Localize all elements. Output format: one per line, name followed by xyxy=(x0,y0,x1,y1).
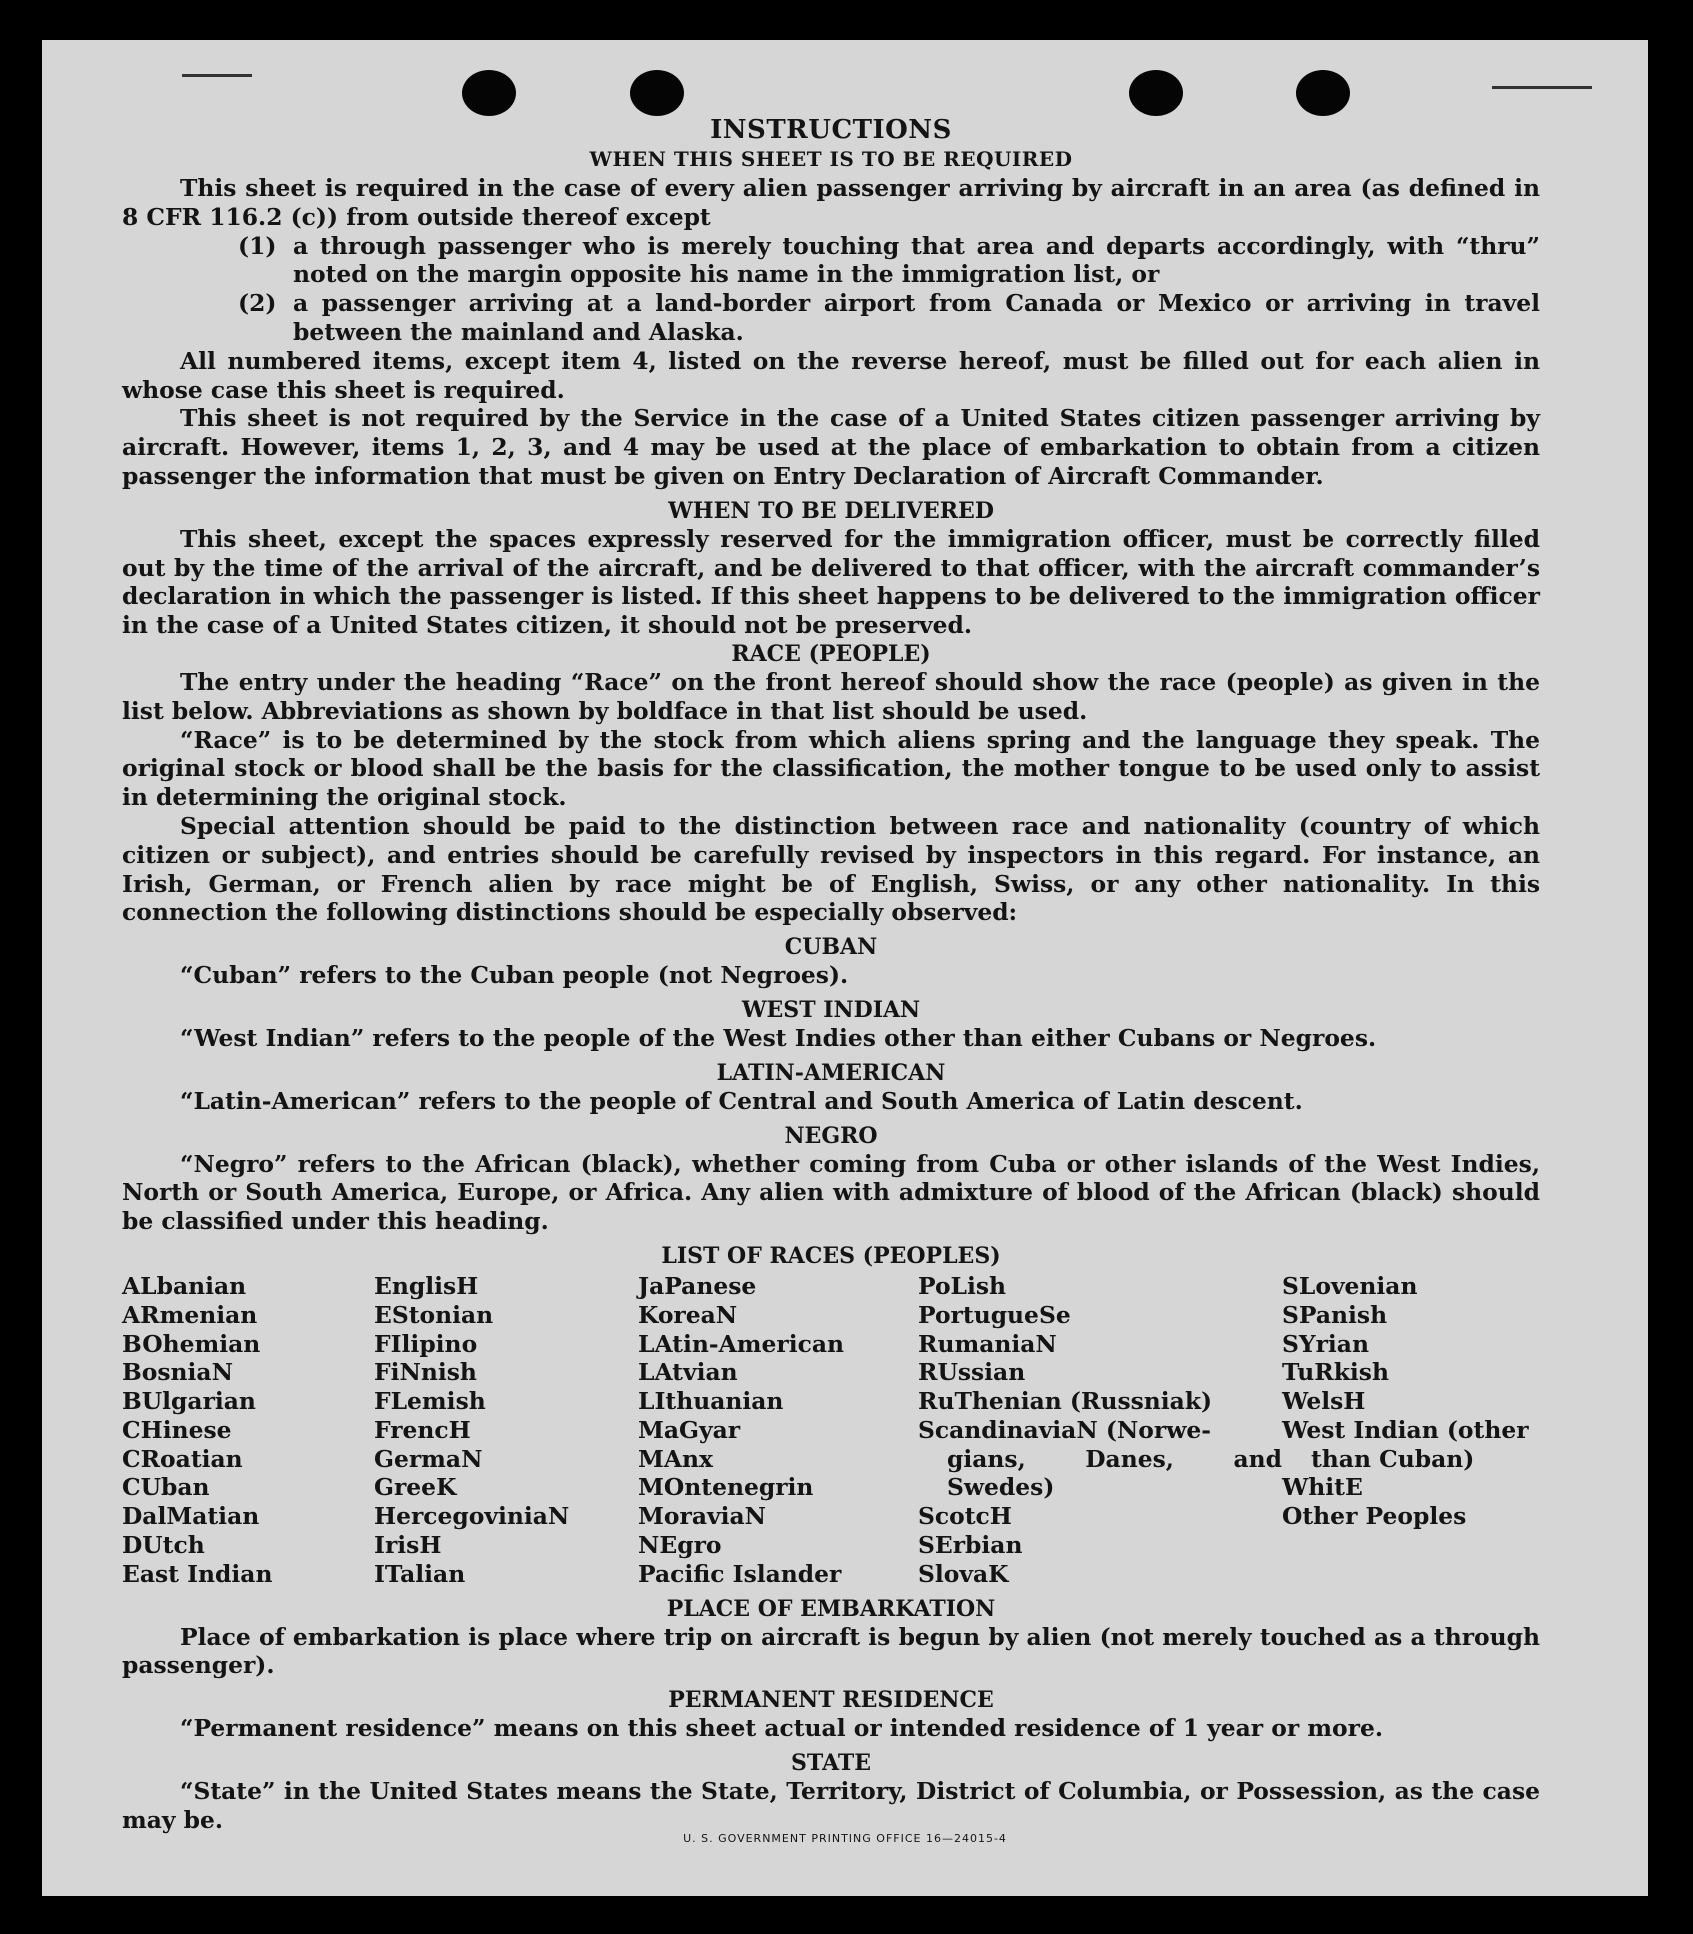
race-entry: ScandinaviaN (Norwe- xyxy=(918,1415,1211,1444)
section-heading: NEGRO xyxy=(784,1122,878,1149)
races-column xyxy=(1282,1272,1540,1589)
race-entry: WelsH xyxy=(1282,1387,1366,1416)
section-heading: CUBAN xyxy=(784,934,878,961)
paragraph: This sheet, except the spaces expressly reserved for the immigration officer, must be correctly filled out by the time of the arrival of the aircraft, and be delivered to that officer, with the aircraft commander’s declaration in which the passenger is listed. If this sheet happens to be delivered to the immigration officer in the case of a United States citizen, it should not be preserved. xyxy=(122,524,1540,640)
race-entry: CRoatian xyxy=(122,1444,243,1473)
instructions-body xyxy=(122,114,1540,1835)
paragraph: “Cuban” refers to the Cuban people (not Negroes). xyxy=(180,961,849,990)
race-entry: SYrian xyxy=(1282,1329,1369,1358)
race-entry: NEgro xyxy=(638,1531,722,1560)
punch-hole xyxy=(1129,70,1183,116)
printer-imprint: U. S. GOVERNMENT PRINTING OFFICE 16—24015-4 xyxy=(683,1832,1007,1845)
race-entry: SPanish xyxy=(1282,1300,1388,1329)
race-entry: MaGyar xyxy=(638,1415,741,1444)
paragraph: This sheet is not required by the Service in the case of a United States citizen passenger arriving by aircraft. However, items 1, 2, 3, and 4 may be used at the place of embarkation to obtain from a citizen passenger the information that must be given on Entry Declaration of Aircraft Commander. xyxy=(122,404,1540,490)
paragraph: This sheet is required in the case of every alien passenger arriving by aircraft in an area (as defined in 8 CFR 116.2 (c)) from outside thereof except xyxy=(122,174,1540,231)
punch-hole xyxy=(1296,70,1350,116)
paragraph: Place of embarkation is place where trip on aircraft is begun by alien (not merely touched as a through passenger). xyxy=(122,1622,1540,1680)
race-entry: BUlgarian xyxy=(122,1387,256,1416)
section-heading: PLACE OF EMBARKATION xyxy=(666,1595,996,1622)
races-column xyxy=(918,1272,1282,1589)
race-entry: East Indian xyxy=(122,1559,273,1588)
section-heading: STATE xyxy=(790,1750,872,1777)
races-list xyxy=(122,1272,1540,1589)
race-entry: EnglisH xyxy=(374,1271,479,1300)
enumerated-item xyxy=(238,289,1540,347)
section-heading: WHEN TO BE DELIVERED xyxy=(668,497,994,524)
race-entry: SErbian xyxy=(918,1531,1023,1560)
race-entry: RuThenian (Russniak) xyxy=(918,1387,1213,1416)
race-entry: ALbanian xyxy=(122,1271,247,1300)
paragraph: All numbered items, except item 4, listed on the reverse hereof, must be filled out for each alien in whose case this sheet is required. xyxy=(122,346,1540,404)
race-entry: HercegoviniaN xyxy=(374,1502,570,1531)
race-entry: PoLish xyxy=(918,1271,1007,1300)
scan-mark xyxy=(1492,86,1592,89)
races-column xyxy=(638,1272,918,1589)
section-heading: WHEN THIS SHEET IS TO BE REQUIRED xyxy=(589,147,1073,171)
race-entry: CHinese xyxy=(122,1415,232,1444)
document-sheet xyxy=(42,40,1648,1896)
race-entry: SlovaK xyxy=(918,1559,1009,1588)
race-entry: GermaN xyxy=(374,1444,483,1473)
race-entry: LAtvian xyxy=(638,1358,738,1387)
race-entry: IrisH xyxy=(374,1531,442,1560)
race-entry: MOntenegrin xyxy=(638,1473,814,1502)
punch-hole xyxy=(630,70,684,116)
race-entry: LIthuanian xyxy=(638,1387,784,1416)
race-entry: GreeK xyxy=(374,1473,457,1502)
race-entry: WhitE xyxy=(1282,1473,1363,1502)
race-entry: EStonian xyxy=(374,1300,494,1329)
race-entry: ARmenian xyxy=(122,1300,258,1329)
race-entry: FIlipino xyxy=(374,1329,478,1358)
race-entry: KoreaN xyxy=(638,1300,738,1329)
race-entry: DUtch xyxy=(122,1531,205,1560)
race-entry: LAtin-American xyxy=(638,1329,844,1358)
races-column xyxy=(374,1272,638,1589)
race-entry: SLovenian xyxy=(1282,1271,1418,1300)
section-heading: LATIN-AMERICAN xyxy=(716,1059,946,1086)
paragraph: “State” in the United States means the State, Territory, District of Columbia, or Possession, as the case may be. xyxy=(122,1777,1540,1834)
race-entry: FLemish xyxy=(374,1387,486,1416)
page-title: INSTRUCTIONS xyxy=(710,115,952,145)
section-heading: RACE (PEOPLE) xyxy=(731,640,931,667)
punch-hole xyxy=(462,70,516,116)
scan-mark xyxy=(182,74,252,77)
race-entry: Swedes) xyxy=(947,1473,1055,1502)
race-entry: MAnx xyxy=(638,1444,713,1473)
enumerated-item xyxy=(238,232,1540,290)
race-entry: PortugueSe xyxy=(918,1300,1071,1329)
race-entry: FrencH xyxy=(374,1415,471,1444)
section-heading: LIST OF RACES (PEOPLES) xyxy=(661,1242,1001,1269)
race-entry: DalMatian xyxy=(122,1502,260,1531)
paragraph: “Negro” refers to the African (black), whether coming from Cuba or other islands of the West Indies, North or South America, Europe, or Africa. Any alien with admixture of blood of the African (black) should be classified under this heading. xyxy=(122,1149,1540,1236)
item-number: (1) xyxy=(238,231,277,260)
paragraph: The entry under the heading “Race” on the front hereof should show the race (people) as given in the list below. Abbreviations as shown by boldface in that list should be used. xyxy=(122,667,1540,725)
race-entry: RUssian xyxy=(918,1358,1026,1387)
race-entry: JaPanese xyxy=(638,1271,757,1300)
paragraph: “Latin-American” refers to the people of Central and South America of Latin descent. xyxy=(180,1086,1303,1115)
race-entry: West Indian (other xyxy=(1282,1415,1529,1444)
race-entry: FiNnish xyxy=(374,1358,477,1387)
race-entry: BOhemian xyxy=(122,1329,261,1358)
paragraph: “West Indian” refers to the people of the West Indies other than either Cubans or Negroes. xyxy=(180,1023,1377,1052)
item-number: (2) xyxy=(238,289,277,318)
item-text: a passenger arriving at a land-border airport from Canada or Mexico or arriving in travel between the mainland and Alaska. xyxy=(293,289,1540,346)
race-entry: BosniaN xyxy=(122,1358,233,1387)
race-entry: MoraviaN xyxy=(638,1502,766,1531)
races-column xyxy=(122,1272,374,1589)
race-entry: than Cuban) xyxy=(1311,1444,1475,1473)
paragraph: Special attention should be paid to the distinction between race and nationality (country of which citizen or subject), and entries should be carefully revised by inspectors in this regard. For instance, an Irish, German, or French alien by race might be of English, Swiss, or any other nationality. In this connection the following distinctions should be especially observed: xyxy=(122,811,1540,927)
race-entry: ScotcH xyxy=(918,1502,1012,1531)
item-text: a through passenger who is merely touching that area and departs accordingly, with “thru” noted on the margin opposite his name in the immigration list, or xyxy=(293,231,1540,289)
section-heading: PERMANENT RESIDENCE xyxy=(668,1687,994,1714)
race-entry: CUban xyxy=(122,1473,210,1502)
race-entry: gians, Danes, and xyxy=(947,1444,1282,1473)
section-heading: WEST INDIAN xyxy=(741,996,921,1023)
paragraph: “Permanent residence” means on this sheet actual or intended residence of 1 year or more. xyxy=(180,1714,1383,1743)
race-entry: ITalian xyxy=(374,1559,466,1588)
paragraph: “Race” is to be determined by the stock from which aliens spring and the language they speak. The original stock or blood shall be the basis for the classification, the mother tongue to be used only to assist in determining the original stock. xyxy=(122,725,1540,812)
race-entry: Pacific Islander xyxy=(638,1559,842,1588)
race-entry: Other Peoples xyxy=(1282,1502,1467,1531)
race-entry: RumaniaN xyxy=(918,1329,1057,1358)
race-entry: TuRkish xyxy=(1282,1358,1389,1387)
